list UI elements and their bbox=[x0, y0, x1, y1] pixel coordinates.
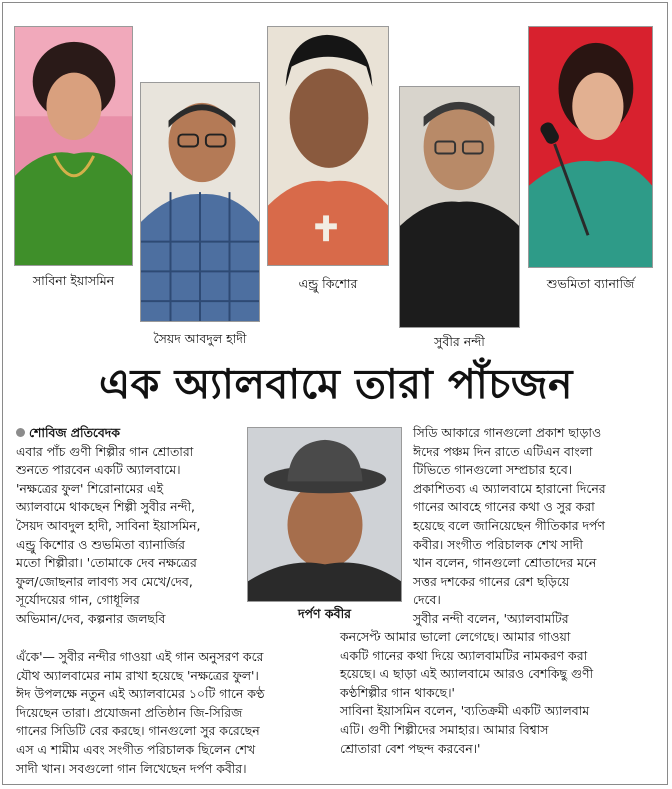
photo-andrew-kishore bbox=[267, 26, 389, 266]
text-line: সত্তর দশকের গানের রেশ ছড়িয়ে bbox=[413, 573, 570, 589]
text-line: হয়েছে বলে জানিয়েছেন গীতিকার দর্পণ bbox=[413, 517, 605, 533]
text-line: যৌথ অ্যালবামের নাম রাখা হয়েছে 'নক্ষত্রের ফুল'। bbox=[16, 667, 259, 683]
text-line: সিডি আকারে গানগুলো প্রকাশ ছাড়াও bbox=[413, 425, 602, 440]
text-line: শ্রোতারা বেশ পছন্দ করবেন।' bbox=[340, 740, 481, 756]
text-line: প্রকাশিতব্য এ অ্যালবামে হারানো দিনের bbox=[413, 480, 606, 496]
article-col-left bbox=[16, 424, 200, 629]
caption-shuvomita-banerjee: শুভমিতা ব্যানার্জি bbox=[546, 276, 635, 291]
text-line: এস এ শামীম এবং সংগীত পরিচালক ছিলেন শেখ bbox=[16, 741, 256, 757]
article-col-right bbox=[413, 424, 606, 629]
text-line: ঈদ উপলক্ষে নতুন এই অ্যালবামের ১০টি গানে কণ্ঠ bbox=[16, 686, 265, 702]
text-line: এবার পাঁচ গুণী শিল্পীর গান শ্রোতারা bbox=[16, 443, 194, 459]
photo-syed-abdul-hadi bbox=[140, 82, 260, 322]
text-line: অভিমান/দেব, কল্পনার জলছবি bbox=[16, 610, 166, 626]
photo-darpan-kabir bbox=[247, 427, 402, 602]
caption-sabina-yasmin: সাবিনা ইয়াসমিন bbox=[32, 273, 115, 288]
text-line: শুনতে পারবেন একটি অ্যালবামে। bbox=[16, 462, 181, 478]
text-line: সূর্যোদয়ের গান, গোধূলির bbox=[16, 592, 140, 608]
text-line: গানের সিডিটি বের করছে। গানগুলো সুর করেছেন bbox=[16, 723, 260, 739]
text-line: এটি। গুণী শিল্পীদের সমাহার। আমার বিশ্বাস bbox=[340, 721, 549, 737]
text-line: মতো শিল্পীরা। 'তোমাকে দেব নক্ষত্রের bbox=[16, 555, 197, 571]
text-line: টিভিতে গানগুলো সম্প্রচার হবে। bbox=[413, 462, 573, 478]
caption-subir-nandi: সুবীর নন্দী bbox=[434, 334, 485, 349]
byline: শোবিজ প্রতিবেদক bbox=[16, 424, 200, 443]
text-line: গানের আবহে গানের কথা ও সুর করা bbox=[413, 499, 595, 515]
text-line: অ্যালবামে থাকছেন শিল্পী সুবীর নন্দী, bbox=[16, 499, 195, 515]
text-line: 'নক্ষত্রের ফুল' শিরোনামের এই bbox=[16, 480, 164, 496]
text-line: ফুল/জোছনার লাবণ্য সব মেখে/দেব, bbox=[16, 573, 193, 589]
caption-darpan-kabir: দর্পণ কবীর bbox=[297, 606, 352, 621]
text-line: দিয়েছেন তারা। প্রযোজনা প্রতিষ্ঠান জি-সিরিজ bbox=[16, 704, 243, 720]
headline: এক অ্যালবামে তারা পাঁচজন bbox=[98, 360, 574, 408]
text-line: এন্ড্রু কিশোর ও শুভমিতা ব্যানার্জির bbox=[16, 536, 186, 552]
text-line: সাদী খান। সবগুলো গান লিখেছেন দর্পণ কবীর। bbox=[16, 760, 247, 776]
article-col-right-bottom bbox=[340, 628, 593, 758]
text-line: হয়েছে। এ ছাড়া এই অ্যালবামে আরও বেশকিছু গুণী bbox=[340, 666, 594, 682]
text-line: দেবে। bbox=[413, 592, 441, 608]
photo-shuvomita-banerjee bbox=[528, 26, 653, 268]
text-line: কণ্ঠশিল্পীর গান থাকছে।' bbox=[340, 684, 455, 700]
text-line: কনসেপ্ট আমার ভালো লেগেছে। আমার গাওয়া bbox=[340, 629, 571, 644]
text-line: সুবীর নন্দী বলেন, 'অ্যালবামটির bbox=[413, 610, 569, 626]
article-col-left-bottom bbox=[16, 648, 265, 778]
photo-subir-nandi bbox=[399, 86, 520, 328]
bullet-icon bbox=[16, 428, 25, 437]
caption-syed-abdul-hadi: সৈয়দ আবদুল হাদী bbox=[153, 331, 247, 346]
text-line: এঁকে'— সুবীর নন্দীর গাওয়া এই গান অনুসরণ করে bbox=[16, 649, 264, 664]
text-line: কবীর। সংগীত পরিচালক শেখ সাদী bbox=[413, 536, 583, 552]
text-line: একটি গানের কথা দিয়ে অ্যালবামটির নামকরণ করা bbox=[340, 647, 588, 663]
text-line: সৈয়দ আবদুল হাদী, সাবিনা ইয়াসমিন, bbox=[16, 517, 201, 533]
text-line: খান বলেন, গানগুলো শ্রোতাদের মনে bbox=[413, 555, 597, 571]
photo-sabina-yasmin bbox=[14, 26, 133, 266]
caption-andrew-kishore: এন্ড্রু কিশোর bbox=[298, 276, 358, 291]
text-line: ঈদের পঞ্চম দিন রাতে এটিএন বাংলা bbox=[413, 443, 593, 459]
text-line: সাবিনা ইয়াসমিন বলেন, 'ব্যতিক্রমী একটি অ্যালবাম bbox=[340, 703, 590, 719]
